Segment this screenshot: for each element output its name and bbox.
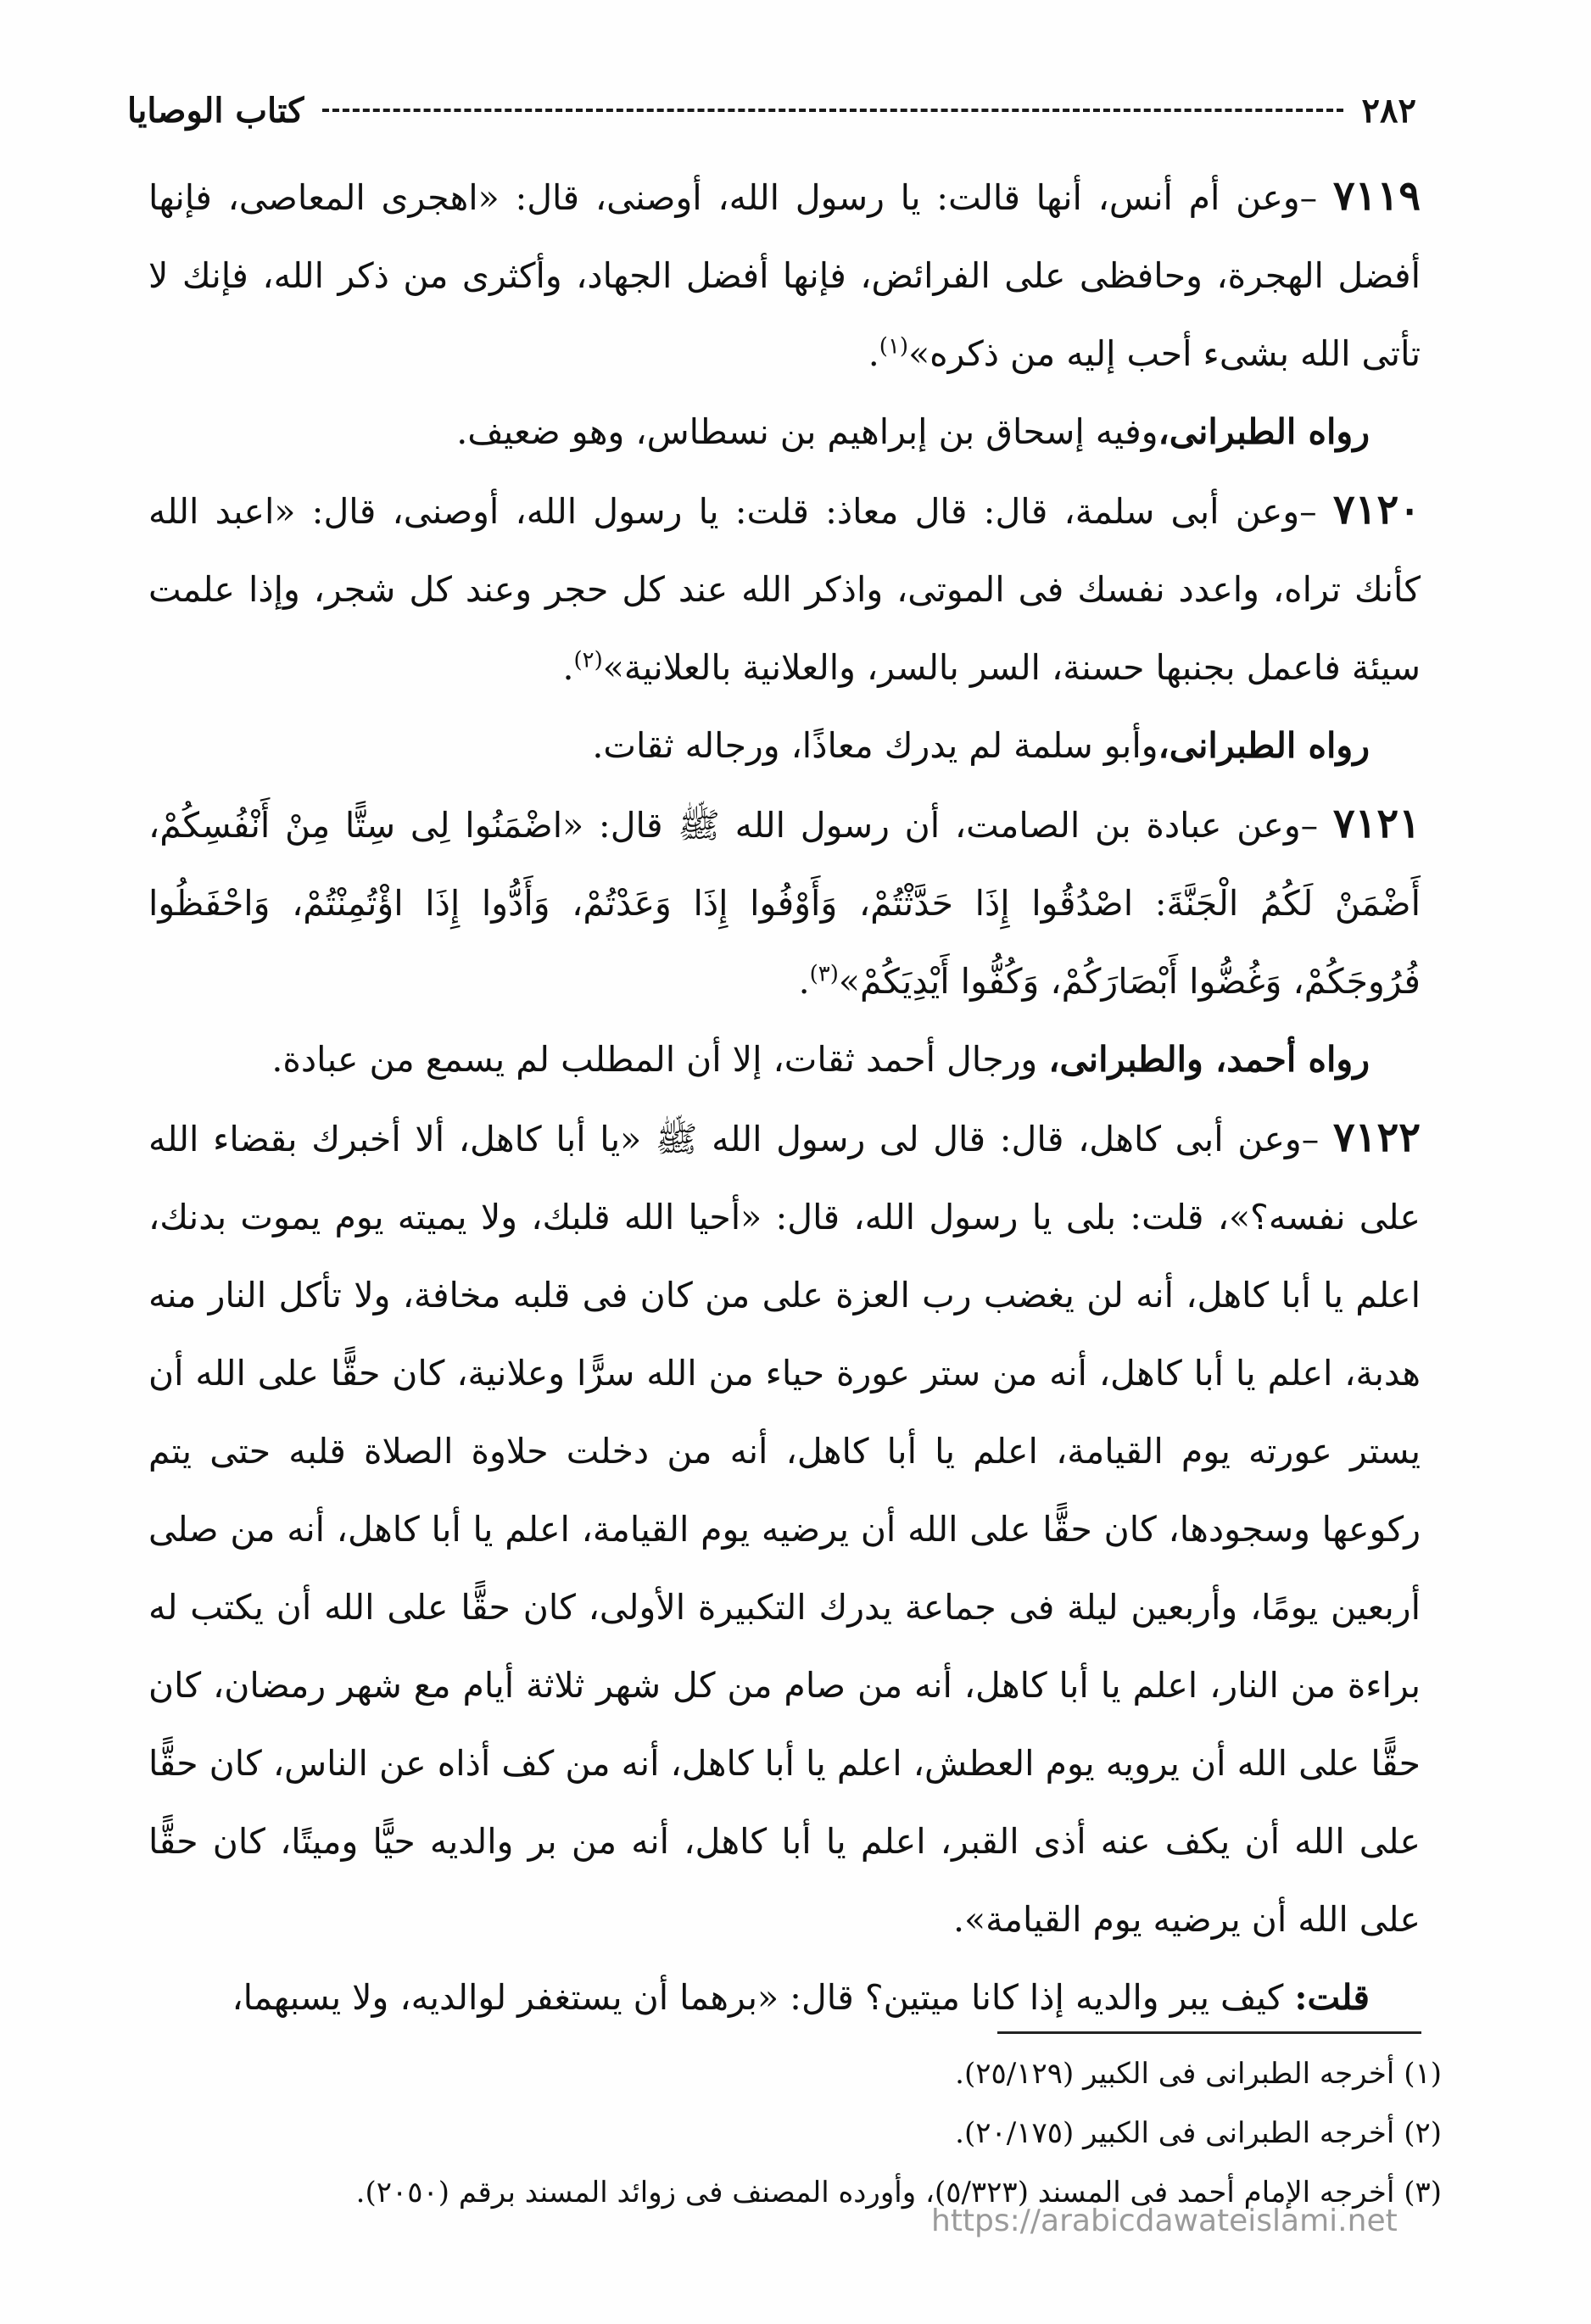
hadith-text: –وعن أبى كاهل، قال: قال لى رسول الله ﷺ «يا أبا كاهل، ألا أخبرك بقضاء الله على نفسه؟»، قلت: بلى يا رسول الله، قال: «أحيا الله قلبك، ولا يميته يوم يموت بدنك، اعلم يا أبا كاهل، أنه لن يغضب رب العزة على من كان فى قلبه مخافة، ولا تأكل النار منه هدبة، اعلم يا أبا كاهل، أنه من ستر عورة حياء من الله سرًّا وعلانية، كان حقًّا على الله أن يستر عورته يوم القيامة، اعلم يا أبا كاهل، أنه من دخلت حلاوة الصلاة قلبه حتى يتم ركوعها وسجودها، كان حقًّا على الله أن يرضيه يوم القيامة، اعلم يا أبا كاهل، أنه من صلى أربعين يومًا، وأربعين ليلة فى جماعة يدرك التكبيرة الأولى، كان حقًّا على الله أن يكتب له براءة من النار، اعلم يا أبا كاهل، أنه من صام من كل شهر ثلاثة أيام مع شهر رمضان، كان حقًّا على الله أن يرويه يوم العطش، اعلم يا أبا كاهل، أنه من كف أذاه عن الناس، كان حقًّا على الله أن يكف عنه أذى القبر، اعلم يا أبا كاهل، أنه من بر والديه حيًّا وميتًا، كان حقًّا على الله أن يرضيه يوم القيامة». xyxy=(148,1119,1421,1940)
page-number: ٢٨٢ xyxy=(1361,90,1416,131)
main-text xyxy=(148,157,1421,2036)
hadith-7119 xyxy=(148,157,1421,393)
source-label: رواه الطبرانى، xyxy=(1158,725,1370,766)
source-text: وفيه إسحاق بن إبراهيم بن نسطاس، وهو ضعيف. xyxy=(456,411,1158,452)
footnote-ref: (٣) xyxy=(809,961,839,987)
hadith-number: ٧١١٩ xyxy=(1332,172,1421,220)
closing-label: قلت: xyxy=(1294,1977,1370,2018)
hadith-number: ٧١٢٢ xyxy=(1332,1114,1421,1161)
hadith-7120 xyxy=(148,471,1421,707)
source-label: رواه أحمد، والطبرانى، xyxy=(1048,1039,1370,1080)
hadith-source xyxy=(148,393,1421,471)
hadith-end: . xyxy=(868,333,879,374)
footnote-ref: (١) xyxy=(879,333,909,360)
header-dashed-line xyxy=(322,109,1343,112)
source-label: رواه الطبرانى، xyxy=(1158,411,1370,452)
hadith-7122 xyxy=(148,1098,1421,1958)
watermark-url: https://arabicdawateislami.net xyxy=(931,2204,1398,2238)
source-text: وأبو سلمة لم يدرك معاذًا، ورجاله ثقات. xyxy=(592,725,1158,766)
hadith-end: . xyxy=(798,961,810,1002)
footnote-ref: (٢) xyxy=(573,647,603,673)
hadith-source xyxy=(148,1020,1421,1098)
running-header xyxy=(127,81,1416,140)
hadith-text: –وعن أم أنس، أنها قالت: يا رسول الله، أوصنى، قال: «اهجرى المعاصى، فإنها أفضل الهجرة، وحافظى على الفرائض، فإنها أفضل الجهاد، وأكثرى من ذكر الله، فإنك لا تأتى الله بشىء أحب إليه من ذكره» xyxy=(148,177,1421,374)
hadith-text: –وعن عبادة بن الصامت، أن رسول الله ﷺ قال: «اضْمَنُوا لِى سِتًّا مِنْ أَنْفُسِكُمْ، أَضْمَنْ لَكُمُ الْجَنَّةَ: اصْدُقُوا إِذَا حَدَّثْتُمْ، وَأَوْفُوا إِذَا وَعَدْتُمْ، وَأَدُّوا إِذَا اؤْتُمِنْتُمْ، وَاحْفَظُوا فُرُوجَكُمْ، وَغُضُّوا أَبْصَارَكُمْ، وَكُفُّوا أَيْدِيَكُمْ» xyxy=(148,805,1421,1002)
footnote-3: (٣) أخرجه الإمام أحمد فى المسند (٥/٣٢٣)، وأورده المصنف فى زوائد المسند برقم (٢٠٥٠). xyxy=(355,2176,1442,2209)
footnote-2: (٢) أخرجه الطبرانى فى الكبير (٢٠/١٧٥). xyxy=(955,2116,1442,2150)
footnotes xyxy=(170,2044,1442,2222)
hadith-7121 xyxy=(148,785,1421,1020)
footnote-1: (١) أخرجه الطبرانى فى الكبير (٢٥/١٢٩). xyxy=(955,2057,1442,2091)
book-title: كتاب الوصايا xyxy=(127,90,304,131)
closing-paragraph xyxy=(148,1958,1421,2036)
closing-text: كيف يبر والديه إذا كانا ميتين؟ قال: «برهما أن يستغفر لوالديه، ولا يسبهما، xyxy=(232,1977,1284,2018)
hadith-text: –وعن أبى سلمة، قال: قال معاذ: قلت: يا رسول الله، أوصنى، قال: «اعبد الله كأنك تراه، واعدد نفسك فى الموتى، واذكر الله عند كل حجر وعند كل شجر، وإذا علمت سيئة فاعمل بجنبها حسنة، السر بالسر، والعلانية بالعلانية» xyxy=(148,491,1421,688)
hadith-number: ٧١٢١ xyxy=(1332,800,1421,847)
hadith-source xyxy=(148,707,1421,785)
source-text: ورجال أحمد ثقات، إلا أن المطلب لم يسمع من عبادة. xyxy=(271,1039,1038,1080)
footnote-separator xyxy=(997,2031,1421,2034)
hadith-number: ٧١٢٠ xyxy=(1332,486,1421,534)
hadith-end: . xyxy=(562,647,574,688)
